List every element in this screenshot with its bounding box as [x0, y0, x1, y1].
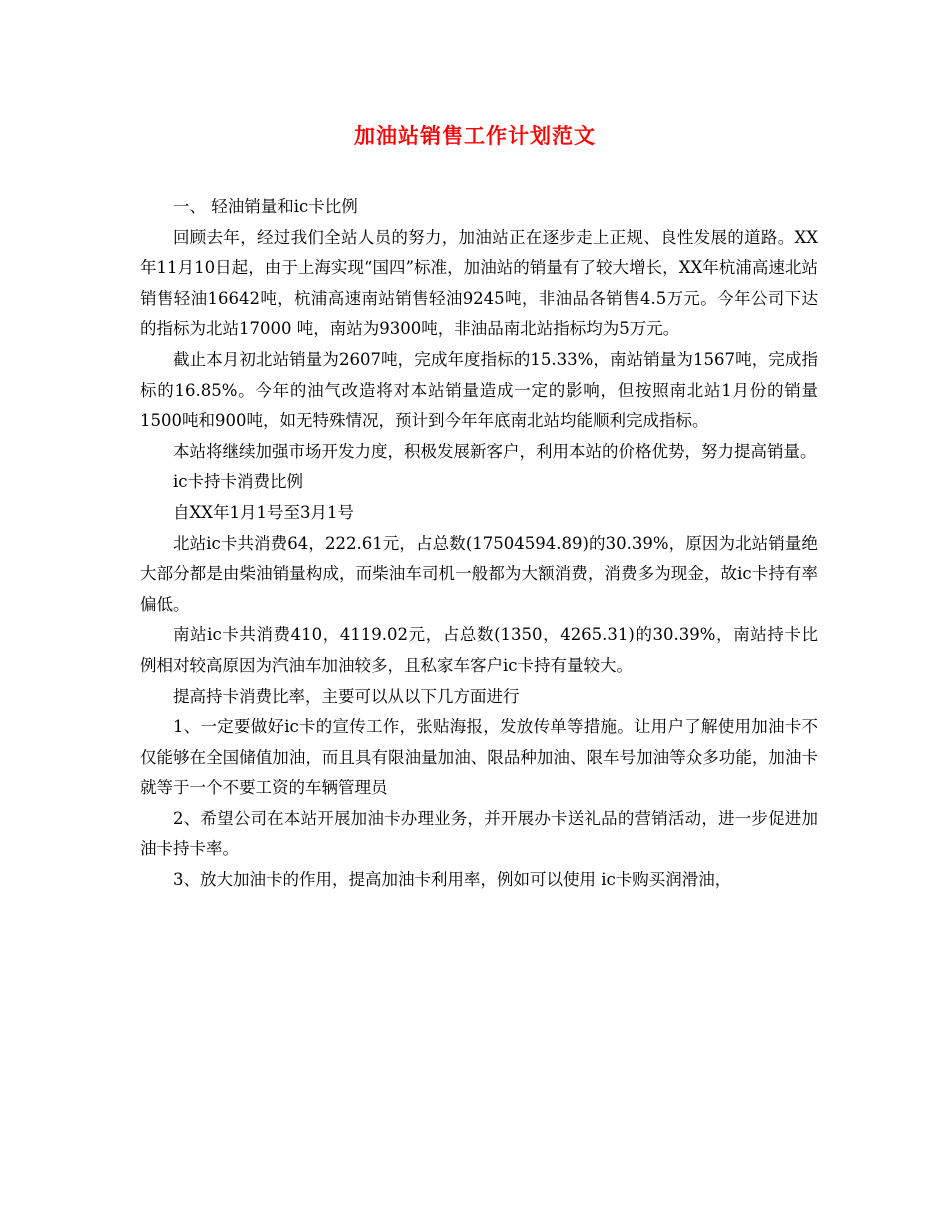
paragraph: 回顾去年，经过我们全站人员的努力，加油站正在逐步走上正规、良性发展的道路。XX年11月10日起，由于上海实现“国四”标准，加油站的销量有了较大增长，XX年杭浦高速北站销售轻油16642吨，杭浦高速南站销售轻油9245吨，非油品各销售4.5万元。今年公司下达的指标为北站17000 吨，南站为9300吨，非油品南北站指标均为5万元。	[140, 227, 818, 339]
paragraph: 自XX年1月1号至3月1号	[173, 502, 354, 522]
paragraph: 南站ic卡共消费410，4119.02元，占总数(1350，4265.31)的30.39%，南站持卡比例相对较高原因为汽油车加油较多，且私家车客户ic卡持有量较大。	[140, 625, 818, 675]
paragraph: 3、放大加油卡的作用，提高加油卡利用率，例如可以使用 ic卡购买润滑油，	[173, 870, 732, 890]
document-body	[140, 192, 818, 896]
paragraph: ic卡持卡消费比例	[173, 472, 304, 492]
paragraph: 1、一定要做好ic卡的宣传工作，张贴海报，发放传单等措施。让用户了解使用加油卡不仅能够在全国储值加油，而且具有限油量加油、限品种加油、限车号加油等众多功能，加油卡就等于一个不要工资的车辆管理员	[140, 717, 818, 798]
document-title: 加油站销售工作计划范文	[354, 123, 596, 148]
paragraph: 提高持卡消费比率，主要可以从以下几方面进行	[173, 686, 520, 706]
paragraph: 本站将继续加强市场开发力度，积极发展新客户，利用本站的价格优势，努力提高销量。	[173, 441, 817, 461]
paragraph: 北站ic卡共消费64，222.61元，占总数(17504594.89)的30.39%，原因为北站销量绝大部分都是由柴油销量构成，而柴油车司机一般都为大额消费，消费多为现金，故ic卡持有率偏低。	[140, 533, 818, 614]
paragraph: 截止本月初北站销量为2607吨，完成年度指标的15.33%，南站销量为1567吨，完成指标的16.85%。今年的油气改造将对本站销量造成一定的影响，但按照南北站1月份的销量1500吨和900吨，如无特殊情况，预计到今年年底南北站均能顺利完成指标。	[140, 349, 818, 431]
section-heading: 一、 轻油销量和ic卡比例	[173, 197, 358, 216]
paragraph: 2、希望公司在本站开展加油卡办理业务，并开展办卡送礼品的营销活动，进一步促进加油卡持卡率。	[140, 808, 818, 859]
